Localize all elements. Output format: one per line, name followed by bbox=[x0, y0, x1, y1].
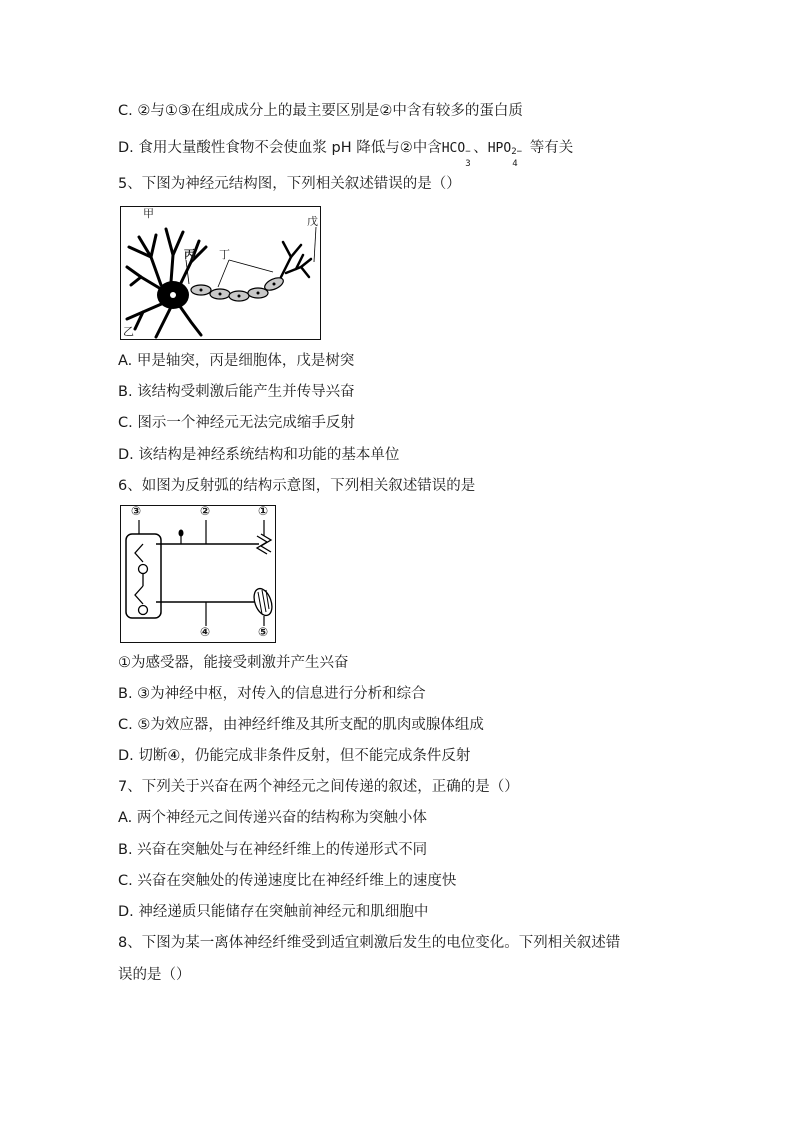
q4-option-d bbox=[118, 138, 574, 169]
neuron-figure bbox=[120, 206, 321, 340]
neuron-diagram bbox=[121, 207, 320, 339]
ganglion bbox=[179, 530, 184, 537]
q7-option-b: B. 兴奋在突触处与在神经纤维上的传递形式不同 bbox=[118, 842, 428, 858]
separator: 、 bbox=[473, 140, 488, 156]
q5-option-a: A. 甲是轴突，丙是细胞体，戊是树突 bbox=[118, 353, 355, 369]
bicarbonate-formula: HCO − 3 bbox=[441, 141, 471, 169]
q6-option-a: ①为感受器，能接受刺激并产生兴奋 bbox=[118, 655, 349, 671]
label-yi: 乙 bbox=[123, 325, 134, 338]
label-2: ② bbox=[200, 504, 211, 518]
q7-option-d: D. 神经递质只能储存在突触前神经元和肌细胞中 bbox=[118, 904, 429, 920]
label-jia: 甲 bbox=[143, 207, 154, 220]
q8-stem-line1: 8、下图为某一离体神经纤维受到适宜刺激后发生的电位变化。下列相关叙述错 bbox=[118, 935, 621, 951]
q6-stem: 6、如图为反射弧的结构示意图，下列相关叙述错误的是 bbox=[118, 478, 476, 494]
q7-option-a: A. 两个神经元之间传递兴奋的结构称为突触小体 bbox=[118, 810, 427, 826]
q4-option-c: C. ②与①③在组成成分上的最主要区别是②中含有较多的蛋白质 bbox=[118, 103, 523, 119]
q5-option-b: B. 该结构受刺激后能产生并传导兴奋 bbox=[118, 384, 355, 400]
q5-option-d: D. 该结构是神经系统结构和功能的基本单位 bbox=[118, 447, 400, 463]
q4-option-d-tail: 等有关 bbox=[529, 140, 574, 156]
label-5: ⑤ bbox=[258, 625, 269, 639]
q5-option-c: C. 图示一个神经元无法完成缩手反射 bbox=[118, 415, 355, 431]
q6-option-b: B. ③为神经中枢，对传入的信息进行分析和综合 bbox=[118, 686, 426, 702]
receptor bbox=[257, 534, 271, 554]
effector bbox=[251, 586, 275, 618]
q6-option-c: C. ⑤为效应器，由神经纤维及其所支配的肌肉或腺体组成 bbox=[118, 717, 484, 733]
label-3: ③ bbox=[131, 504, 142, 518]
label-ding: 丁 bbox=[219, 248, 230, 261]
nucleus bbox=[170, 292, 176, 298]
label-1: ① bbox=[258, 504, 269, 518]
q7-option-c: C. 兴奋在突触处的传递速度比在神经纤维上的速度快 bbox=[118, 873, 457, 889]
q7-stem: 7、下列关于兴奋在两个神经元之间传递的叙述，正确的是（） bbox=[118, 779, 519, 795]
label-4: ④ bbox=[200, 625, 211, 639]
phosphate-formula: HPO 2− 4 bbox=[487, 141, 523, 169]
reflex-arc-diagram bbox=[121, 506, 275, 642]
q6-option-d: D. 切断④，仍能完成非条件反射，但不能完成条件反射 bbox=[118, 748, 471, 764]
q4-option-d-text: D. 食用大量酸性食物不会使血浆 pH 降低与②中含 bbox=[118, 140, 442, 156]
q8-stem-line2: 误的是（） bbox=[118, 967, 191, 983]
reflex-arc-figure bbox=[120, 505, 276, 643]
q5-stem: 5、下图为神经元结构图，下列相关叙述错误的是（） bbox=[118, 176, 461, 192]
label-wu: 戊 bbox=[307, 215, 318, 228]
interneurons bbox=[135, 544, 148, 615]
axon-terminal bbox=[281, 242, 311, 277]
label-bing: 丙 bbox=[184, 248, 195, 261]
